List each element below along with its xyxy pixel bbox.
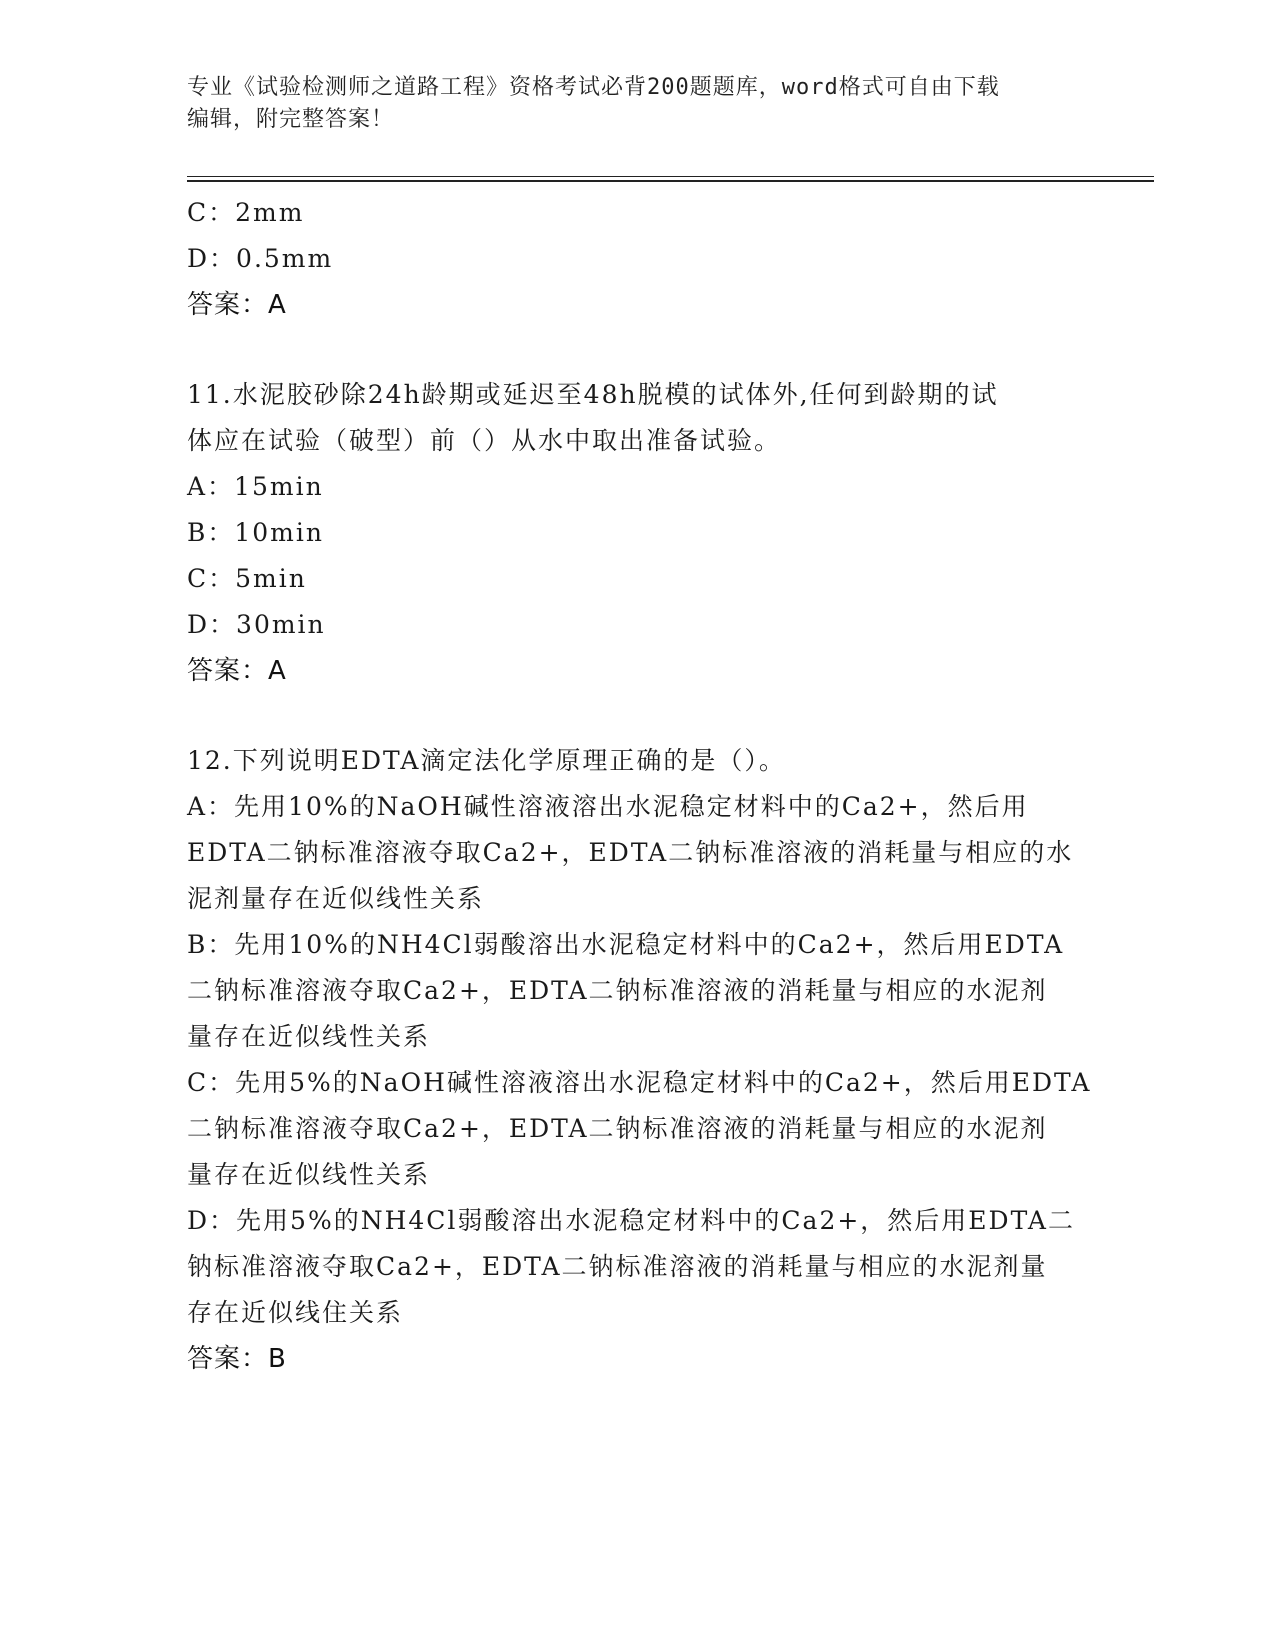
header-rule-thin: [187, 176, 1154, 177]
q12-option-d-line-2: 钠标准溶液夺取Ca2+，EDTA二钠标准溶液的消耗量与相应的水泥剂量: [187, 1252, 1048, 1281]
q12-option-c-line-1: C：先用5%的NaOH碱性溶液溶出水泥稳定材料中的Ca2+，然后用EDTA: [187, 1068, 1092, 1097]
header-rule-thick: [187, 180, 1154, 182]
q12-option-b-line-2: 二钠标准溶液夺取Ca2+，EDTA二钠标准溶液的消耗量与相应的水泥剂: [187, 976, 1048, 1005]
question-10-tail: [187, 190, 1087, 328]
q10-option-d: D：0.5mm: [187, 244, 334, 273]
question-12: [187, 738, 1092, 1382]
header-line-1: 专业《试验检测师之道路工程》资格考试必背200题题库，word格式可自由下载: [187, 75, 1000, 100]
q11-answer: 答案：A: [187, 656, 287, 686]
q12-option-c-line-3: 量存在近似线性关系: [187, 1160, 431, 1189]
q11-option-a: A：15min: [187, 472, 324, 501]
q10-answer: 答案：A: [187, 290, 287, 320]
q11-option-c: C：5min: [187, 564, 307, 593]
q12-option-a-line-2: EDTA二钠标准溶液夺取Ca2+，EDTA二钠标准溶液的消耗量与相应的水: [187, 838, 1074, 867]
spacer: [187, 328, 1087, 372]
q12-option-b-line-1: B：先用10%的NH4Cl弱酸溶出水泥稳定材料中的Ca2+，然后用EDTA: [187, 930, 1065, 959]
q12-stem: 12.下列说明EDTA滴定法化学原理正确的是（）。: [187, 746, 786, 775]
q12-answer: 答案：B: [187, 1344, 287, 1374]
q11-stem-line-1: 11.水泥胶砂除24h龄期或延迟至48h脱模的试体外,任何到龄期的试: [187, 380, 999, 409]
q12-option-b-line-3: 量存在近似线性关系: [187, 1022, 431, 1051]
q10-option-c: C：2mm: [187, 198, 305, 227]
q12-option-c-line-2: 二钠标准溶液夺取Ca2+，EDTA二钠标准溶液的消耗量与相应的水泥剂: [187, 1114, 1048, 1143]
q12-option-d-line-3: 存在近似线住关系: [187, 1298, 404, 1327]
page-header: [187, 72, 1067, 136]
q11-stem-line-2: 体应在试验（破型）前（）从水中取出准备试验。: [187, 426, 782, 455]
page-content: [187, 190, 1092, 1382]
q12-option-a-line-3: 泥剂量存在近似线性关系: [187, 884, 485, 913]
q11-option-d: D：30min: [187, 610, 326, 639]
header-line-2: 编辑，附完整答案！: [187, 107, 395, 132]
q11-option-b: B：10min: [187, 518, 324, 547]
q12-option-a-line-1: A：先用10%的NaOH碱性溶液溶出水泥稳定材料中的Ca2+，然后用: [187, 792, 1029, 821]
question-11: [187, 372, 1087, 694]
spacer: [187, 694, 1087, 738]
q12-option-d-line-1: D：先用5%的NH4Cl弱酸溶出水泥稳定材料中的Ca2+，然后用EDTA二: [187, 1206, 1075, 1235]
